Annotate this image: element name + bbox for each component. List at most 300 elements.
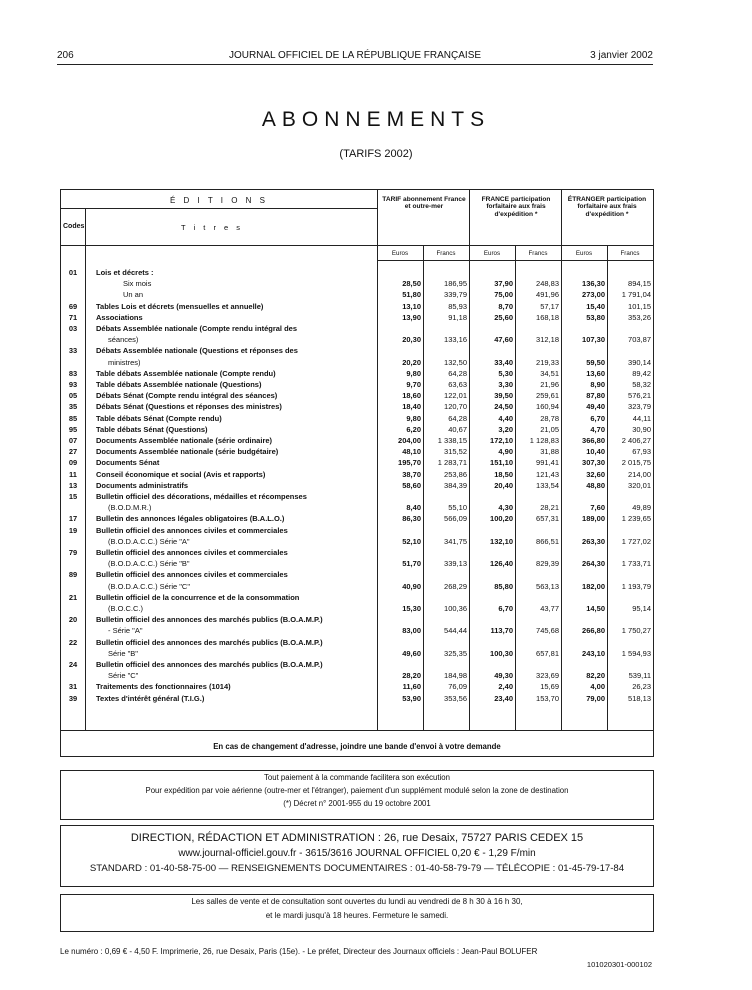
row-value: 323,79 [628,402,651,412]
website-line: www.journal-officiel.gouv.fr - 3615/3616 JOURNAL OFFICIEL 0,20 € - 1,29 F/min [178,848,536,859]
row-code: 15 [68,492,78,501]
row-value: 38,70 [402,469,421,479]
row-value: 9,80 [406,368,421,378]
row-value: 64,28 [448,413,467,423]
row-value: 52,10 [402,536,421,546]
row-title: Débats Assemblée nationale (Questions et réponses des [96,346,298,356]
row-value: 1 733,71 [621,559,651,569]
row-title-continuation: ministres) [108,357,141,367]
row-value: 2 015,75 [621,458,651,468]
row-value: 11,60 [402,682,421,692]
row-value: 320,01 [628,480,651,490]
row-title: Bulletin officiel des décorations, médailles et récompenses [96,492,307,501]
row-code: 24 [68,660,78,669]
table-row [61,694,653,705]
row-value: 566,09 [444,514,467,524]
row-value: 15,40 [586,301,605,311]
row-value: 518,13 [628,693,651,703]
row-value: 13,90 [402,312,421,322]
row-value: 133,54 [536,480,559,490]
row-value: 151,10 [490,458,513,468]
table-row [61,447,653,458]
row-code: 85 [68,413,78,423]
table-row [61,548,653,570]
table-row [61,436,653,447]
row-title: Documents Sénat [96,458,160,468]
table-row [61,369,653,380]
row-value: 47,60 [494,335,513,345]
row-value: 8,90 [590,380,605,389]
row-value: 83,00 [402,626,421,636]
row-value: 168,18 [536,312,559,322]
row-value: 28,21 [540,503,559,513]
row-value: 53,90 [402,693,421,703]
row-value: 1 128,83 [529,436,559,445]
row-value: 20,20 [402,357,421,367]
row-value: 1 594,93 [621,648,651,658]
row-code: 71 [68,312,78,322]
row-value: 259,61 [536,391,559,401]
row-value: 353,26 [628,312,651,322]
hours-line-2: et le mardi jusqu'à 18 heures. Fermeture le samedi. [265,911,449,920]
row-value: 323,69 [536,671,559,681]
row-code: 89 [68,570,78,580]
row-value: 48,80 [586,480,605,490]
table-row [61,492,653,514]
row-value: 44,11 [632,413,651,423]
row-title-continuation: (B.O.D.A.C.C.) Série "C" [108,581,191,591]
row-value: 182,00 [582,581,605,591]
row-value: 51,80 [402,290,421,300]
row-value: 20,30 [402,335,421,345]
row-value: 268,29 [444,581,467,591]
row-title: Table débats Sénat (Questions) [96,424,208,434]
row-value: 339,79 [444,290,467,300]
row-value: 10,40 [586,447,605,457]
row-value: 122,01 [444,391,467,401]
row-value: 1 338,15 [437,436,467,445]
table-row [61,470,653,481]
row-code: 17 [68,514,78,524]
row-value: 273,00 [582,290,605,300]
address-change-note: En cas de changement d'adresse, joindre une bande d'envoi à votre demande [213,742,501,751]
row-value: 40,90 [402,581,421,591]
header-rule [57,64,653,65]
row-value: 31,88 [540,447,559,457]
row-value: 89,42 [632,368,651,378]
row-value: 100,30 [490,648,513,658]
row-title: Documents Assemblée nationale (série budgétaire) [96,447,279,457]
row-code: 33 [68,346,78,356]
row-value: 9,80 [406,413,421,423]
row-value: 315,52 [444,447,467,457]
row-value: 894,15 [628,279,651,289]
row-value: 57,17 [540,301,559,311]
table-row [61,268,653,279]
row-value: 4,30 [498,503,513,513]
row-value: 14,50 [586,603,605,613]
row-title: Débats Sénat (Questions et réponses des ministres) [96,402,282,412]
row-value: 85,80 [494,581,513,591]
row-code: 07 [68,436,78,445]
row-value: 18,40 [402,402,421,412]
unit-francs-2: Francs [528,250,548,257]
row-title: Traitements des fonctionnaires (1014) [96,682,231,692]
table-row [61,279,653,290]
contact-box [60,825,654,887]
row-title: Débats Assemblée nationale (Compte rendu intégral des [96,324,298,333]
row-value: 544,44 [444,626,467,636]
row-value: 55,10 [448,503,467,513]
table-row [61,481,653,492]
row-code: 09 [68,458,78,468]
row-value: 121,43 [536,469,559,479]
payment-line-1: Tout paiement à la commande facilitera son exécution [264,773,450,782]
row-value: 13,60 [586,368,605,378]
unit-euros-2: Euros [483,250,501,257]
row-value: 8,40 [406,503,421,513]
row-value: 3,20 [498,424,513,434]
row-title: Bulletin officiel des annonces des marchés publics (B.O.A.M.P.) [96,660,323,669]
row-value: 6,20 [406,424,421,434]
table-row [61,302,653,313]
table-row [61,638,653,660]
row-value: 657,81 [536,648,559,658]
row-value: 312,18 [536,335,559,345]
row-code: 20 [68,615,78,625]
row-title: Six mois [123,279,152,289]
row-title: Associations [96,312,143,322]
row-value: 59,50 [586,357,605,367]
row-code: 01 [68,268,78,277]
row-value: 91,18 [448,312,467,322]
table-row [61,346,653,368]
row-value: 21,96 [540,380,559,389]
opening-hours-box [60,894,654,932]
row-value: 30,90 [632,424,651,434]
page-number: 206 [57,50,74,61]
row-value: 48,10 [402,447,421,457]
row-code: 13 [68,480,78,490]
row-value: 113,70 [490,626,513,636]
etranger-header: ÉTRANGER participation forfaitaire aux frais d'expédition * [567,196,647,218]
tariff-table [60,189,654,757]
row-value: 95,14 [632,603,651,613]
row-title: Bulletin officiel des annonces civiles et commerciales [96,525,288,535]
row-value: 2 406,27 [621,436,651,445]
row-value: 24,50 [494,402,513,412]
row-code: 31 [68,682,78,692]
row-value: 9,70 [406,380,421,389]
row-value: 1 239,65 [621,514,651,524]
table-row [61,425,653,436]
row-value: 703,87 [628,335,651,345]
row-code: 93 [68,380,78,389]
row-title: Table débats Assemblée nationale (Compte rendu) [96,368,276,378]
row-code: 19 [68,525,78,535]
row-code: 83 [68,368,78,378]
row-title-continuation: (B.O.D.A.C.C.) Série "A" [108,536,190,546]
row-value: 28,20 [402,671,421,681]
row-value: 18,50 [494,469,513,479]
phone-line: STANDARD : 01-40-58-75-00 — RENSEIGNEMENTS DOCUMENTAIRES : 01-40-58-79-79 — TÉLÉCOPIE : 01-45-79-17-84 [89,863,625,874]
row-value: 1 750,27 [621,626,651,636]
row-value: 325,35 [444,648,467,658]
direction-address: DIRECTION, RÉDACTION ET ADMINISTRATION : 26, rue Desaix, 75727 PARIS CEDEX 15 [130,832,584,844]
row-value: 189,00 [582,514,605,524]
row-value: 390,14 [628,357,651,367]
row-value: 539,11 [628,671,651,681]
tarif-header: TARIF abonnement France et outre-mer [382,196,466,211]
row-value: 26,23 [632,682,651,692]
hours-line-1: Les salles de vente et de consultation sont ouvertes du lundi au vendredi de 8 h 30 à 16 h 30, [191,897,523,906]
row-value: 37,90 [494,279,513,289]
row-value: 33,40 [494,357,513,367]
row-value: 43,77 [540,603,559,613]
table-row [61,615,653,637]
row-title: Un an [123,290,144,300]
table-row [61,682,653,693]
row-title-continuation: Série "B" [108,648,138,658]
page-header [57,50,653,64]
table-row [61,391,653,402]
row-value: 248,83 [536,279,559,289]
row-title: Bulletin officiel des annonces civiles et commerciales [96,570,288,580]
decree-note: (*) Décret n° 2001-955 du 19 octobre 2001 [283,799,431,808]
row-value: 341,75 [444,536,467,546]
row-title: Textes d'intérêt général (T.I.G.) [96,693,205,703]
row-value: 384,39 [444,480,467,490]
table-row [61,593,653,615]
row-value: 40,67 [448,424,467,434]
row-title: Lois et décrets : [96,268,154,277]
header-rule-editions [61,208,377,209]
france-header: FRANCE participation forfaitaire aux frais d'expédition * [481,196,551,218]
row-value: 15,30 [402,603,421,613]
row-value: 49,30 [494,671,513,681]
row-value: 991,41 [536,458,559,468]
row-value: 120,70 [444,402,467,412]
row-title: Documents Assemblée nationale (série ordinaire) [96,436,273,445]
row-value: 132,50 [444,357,467,367]
row-value: 34,51 [540,368,559,378]
table-row [61,313,653,324]
row-value: 153,70 [536,693,559,703]
journal-title: JOURNAL OFFICIEL DE LA RÉPUBLIQUE FRANÇAISE [228,50,482,61]
row-title: Bulletin officiel de la concurrence et de la consommation [96,592,300,602]
row-code: 69 [68,301,78,311]
row-value: 126,40 [490,559,513,569]
titles-header: T i t r e s [181,223,244,232]
row-value: 67,93 [632,447,651,457]
table-row [61,660,653,682]
row-value: 133,16 [444,335,467,345]
row-title-continuation: - Série "A" [108,626,143,636]
row-value: 491,96 [536,290,559,300]
row-title-continuation: Série "C" [108,671,139,681]
row-value: 28,78 [540,413,559,423]
row-title-continuation: (B.O.D.M.R.) [108,503,152,513]
row-value: 563,13 [536,581,559,591]
row-title: Conseil économique et social (Avis et rapports) [96,469,266,479]
row-value: 76,09 [448,682,467,692]
row-title: Bulletin des annonces légales obligatoires (B.A.L.O.) [96,514,285,524]
row-code: 39 [68,693,78,703]
row-value: 51,70 [402,559,421,569]
row-title: Bulletin officiel des annonces des marchés publics (B.O.A.M.P.) [96,615,323,625]
row-code: 05 [68,391,78,401]
row-value: 4,00 [590,682,605,692]
page-title: ABONNEMENTS [261,108,491,131]
row-value: 160,94 [536,402,559,412]
row-value: 58,60 [402,480,421,490]
table-row [61,526,653,548]
row-value: 49,89 [632,503,651,513]
row-value: 214,00 [628,469,651,479]
row-title-continuation: séances) [108,335,139,345]
unit-francs-1: Francs [436,250,456,257]
table-row [61,324,653,346]
row-value: 184,98 [444,671,467,681]
row-value: 100,20 [490,514,513,524]
row-value: 7,60 [590,503,605,513]
row-value: 353,56 [444,693,467,703]
unit-euros-1: Euros [391,250,409,257]
footer-imprint: Le numéro : 0,69 € - 4,50 F. Imprimerie, 26, rue Desaix, Paris (15e). - Le préfet, Directeur des Journaux officiels : Jean-Paul BOLUFER [60,947,538,956]
row-value: 4,40 [498,413,513,423]
row-value: 8,70 [498,301,513,311]
row-value: 263,30 [582,536,605,546]
unit-euros-3: Euros [575,250,593,257]
row-value: 82,20 [586,671,605,681]
row-code: 21 [68,592,78,602]
table-row [61,414,653,425]
row-value: 1 791,04 [621,290,651,300]
unit-francs-3: Francs [620,250,640,257]
row-title: Documents administratifs [96,480,189,490]
row-code: 35 [68,402,78,412]
row-code: 27 [68,447,78,457]
row-value: 186,95 [444,279,467,289]
row-title: Bulletin officiel des annonces des marchés publics (B.O.A.M.P.) [96,637,323,647]
row-title-continuation: (B.O.C.C.) [108,603,143,613]
row-value: 107,30 [582,335,605,345]
row-title: Débats Sénat (Compte rendu intégral des séances) [96,391,278,401]
row-value: 49,60 [402,648,421,658]
table-row [61,380,653,391]
row-value: 2,40 [498,682,513,692]
row-value: 86,30 [402,514,421,524]
row-value: 6,70 [590,413,605,423]
row-value: 219,33 [536,357,559,367]
row-value: 195,70 [398,458,421,468]
row-code: 11 [69,469,77,479]
row-value: 15,69 [540,682,559,692]
row-value: 866,51 [536,536,559,546]
row-title: Table débats Assemblée nationale (Questions) [96,380,262,389]
row-value: 132,10 [490,536,513,546]
row-value: 28,50 [402,279,421,289]
row-value: 58,32 [632,380,651,389]
row-value: 32,60 [586,469,605,479]
row-value: 79,00 [586,693,605,703]
row-title-continuation: (B.O.D.A.C.C.) Série "B" [108,559,190,569]
header-rule-bottom [61,245,653,246]
row-value: 1 727,02 [621,536,651,546]
row-value: 266,80 [582,626,605,636]
row-value: 243,10 [582,648,605,658]
row-value: 87,80 [586,391,605,401]
row-value: 136,30 [582,279,605,289]
row-code: 22 [68,637,78,647]
table-row [61,514,653,525]
payment-line-2: Pour expédition par voie aérienne (outre-mer et l'étranger), paiement d'un supplément modulé selon la zone de destination [145,786,569,795]
row-value: 204,00 [398,436,421,445]
row-value: 829,39 [536,559,559,569]
row-value: 25,60 [494,312,513,322]
row-value: 1 283,71 [437,458,467,468]
row-value: 23,40 [494,693,513,703]
row-value: 101,15 [628,301,651,311]
table-row [61,570,653,592]
row-value: 745,68 [536,626,559,636]
row-title: Bulletin officiel des annonces civiles et commerciales [96,548,288,557]
footer-code: 101020301-000102 [586,960,652,969]
editions-header: É D I T I O N S [169,196,269,205]
table-row [61,458,653,469]
page-subtitle: (TARIFS 2002) [339,148,413,160]
row-value: 4,70 [590,424,605,434]
row-value: 4,90 [498,447,513,457]
row-value: 366,80 [582,436,605,445]
issue-date: 3 janvier 2002 [590,50,653,61]
row-code: 95 [68,424,78,434]
table-row [61,290,653,301]
row-value: 657,31 [536,514,559,524]
row-value: 1 193,79 [621,581,651,591]
payment-box [60,770,654,820]
row-value: 49,40 [586,402,605,412]
row-title: Tables Lois et décrets (mensuelles et annuelle) [96,301,264,311]
row-value: 100,36 [444,603,467,613]
row-value: 253,86 [444,469,467,479]
row-value: 75,00 [494,290,513,300]
row-value: 5,30 [498,368,513,378]
row-title: Table débats Sénat (Compte rendu) [96,413,222,423]
row-value: 39,50 [494,391,513,401]
row-value: 53,80 [586,312,605,322]
row-value: 13,10 [402,301,421,311]
row-value: 21,05 [540,424,559,434]
row-value: 3,30 [498,380,513,389]
row-code: 79 [68,548,78,557]
table-row [61,402,653,413]
table-body-end-rule [61,730,653,731]
codes-header: Codes [63,223,85,230]
row-value: 85,93 [448,301,467,311]
row-value: 339,13 [444,559,467,569]
row-value: 18,60 [402,391,421,401]
row-value: 264,30 [582,559,605,569]
row-value: 64,28 [448,368,467,378]
row-value: 576,21 [628,391,651,401]
row-value: 63,63 [448,380,467,389]
row-value: 6,70 [498,603,513,613]
row-value: 20,40 [494,480,513,490]
row-code: 03 [68,324,78,333]
row-value: 172,10 [490,436,513,445]
row-value: 307,30 [582,458,605,468]
